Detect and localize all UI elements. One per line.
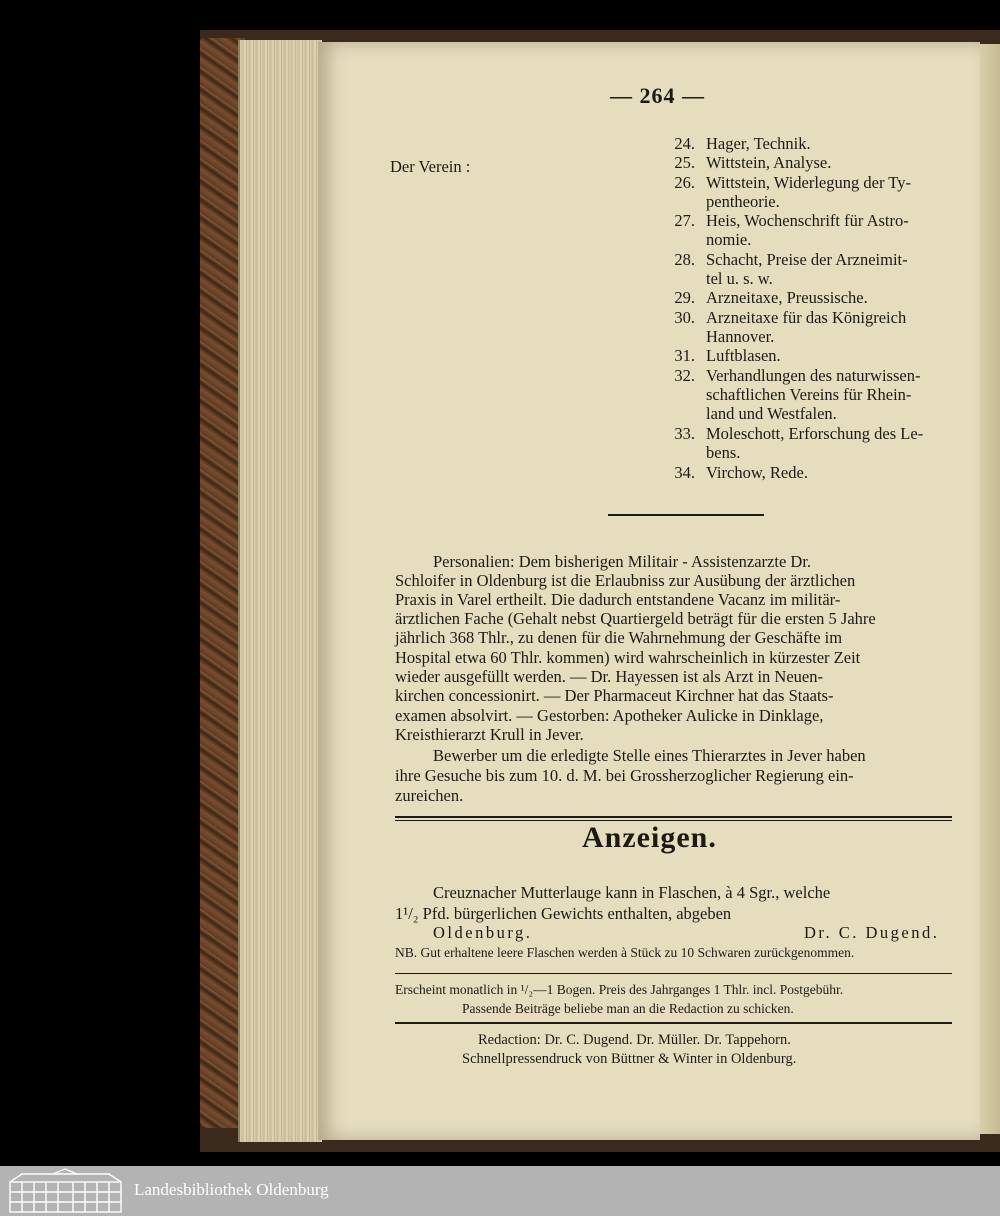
list-number: 31. bbox=[674, 346, 695, 365]
ads-heading: Anzeigen. bbox=[582, 821, 717, 854]
verein-label: Der Verein : bbox=[390, 157, 471, 176]
publication-info: Erscheint monatlich in ¹/₂—1 Bogen. Preis des Jahrganges 1 Thlr. incl. Postgebühr. bbox=[395, 982, 844, 997]
double-rule-top bbox=[395, 816, 952, 818]
list-item-continuation: bens. bbox=[706, 443, 741, 462]
text-line: zureichen. bbox=[395, 786, 464, 805]
list-item: Arzneitaxe, Preussische. bbox=[706, 288, 868, 307]
page-edges bbox=[238, 40, 322, 1142]
list-item-continuation: pentheorie. bbox=[706, 192, 780, 211]
list-item-continuation: Hannover. bbox=[706, 327, 775, 346]
list-number: 33. bbox=[674, 424, 695, 443]
list-item: Verhandlungen des naturwissen- bbox=[706, 366, 921, 385]
rule bbox=[395, 973, 952, 974]
list-item: Luftblasen. bbox=[706, 346, 781, 365]
list-item: Schacht, Preise der Arzneimit- bbox=[706, 250, 908, 269]
list-number: 30. bbox=[674, 308, 695, 327]
list-item-continuation: tel u. s. w. bbox=[706, 269, 773, 288]
list-number: 26. bbox=[674, 173, 695, 192]
ad-line: 1¹/₂ Pfd. bürgerlichen Gewichts enthalten, abgeben bbox=[395, 904, 732, 923]
redaction-line: Redaction: Dr. C. Dugend. Dr. Müller. Dr. Tappehorn. bbox=[478, 1032, 791, 1048]
library-footer bbox=[0, 1166, 1000, 1216]
publication-info: Passende Beiträge beliebe man an die Redaction zu schicken. bbox=[462, 1001, 794, 1016]
list-number: 27. bbox=[674, 211, 695, 230]
ad-note: NB. Gut erhaltene leere Flaschen werden à Stück zu 10 Schwaren zurückgenommen. bbox=[395, 945, 855, 960]
text-line: jährlich 368 Thlr., zu denen für die Wahrnehmung der Geschäfte im bbox=[395, 628, 843, 647]
list-item: Heis, Wochenschrift für Astro- bbox=[706, 211, 909, 230]
list-item: Hager, Technik. bbox=[706, 134, 811, 153]
rule bbox=[395, 1022, 952, 1024]
text-line: Bewerber um die erledigte Stelle eines Thierarztes in Jever haben bbox=[433, 746, 866, 765]
list-number: 24. bbox=[674, 134, 695, 153]
ad-signature: Dr. C. Dugend. bbox=[804, 923, 940, 942]
printer-line: Schnellpressendruck von Büttner & Winter in Oldenburg. bbox=[462, 1051, 797, 1067]
list-number: 32. bbox=[674, 366, 695, 385]
list-number: 34. bbox=[674, 463, 695, 482]
list-item: Wittstein, Analyse. bbox=[706, 153, 832, 172]
list-item-continuation: schaftlichen Vereins für Rhein- bbox=[706, 385, 912, 404]
list-item: Wittstein, Widerlegung der Ty- bbox=[706, 173, 911, 192]
text-line: Personalien: Dem bisherigen Militair - Assistenzarzte Dr. bbox=[433, 552, 812, 571]
facing-page-edge bbox=[980, 44, 1000, 1134]
text-line: wieder ausgefüllt werden. — Dr. Hayessen ist als Arzt in Neuen- bbox=[395, 667, 823, 686]
list-item-continuation: nomie. bbox=[706, 230, 752, 249]
text-line: Hospital etwa 60 Thlr. kommen) wird wahrscheinlich in kürzester Zeit bbox=[395, 648, 861, 667]
text-line: Praxis in Varel ertheilt. Die dadurch entstandene Vacanz im militär- bbox=[395, 590, 841, 609]
list-number: 28. bbox=[674, 250, 695, 269]
ad-line: Oldenburg. bbox=[433, 923, 533, 942]
text-line: Schloifer in Oldenburg ist die Erlaubniss zur Ausübung der ärztlichen bbox=[395, 571, 856, 590]
ad-line: Creuznacher Mutterlauge kann in Flaschen, à 4 Sgr., welche bbox=[433, 883, 831, 902]
list-item: Moleschott, Erforschung des Le- bbox=[706, 424, 924, 443]
text-line: examen absolvirt. — Gestorben: Apotheker Aulicke in Dinklage, bbox=[395, 706, 824, 725]
page-number: — 264 — bbox=[610, 83, 705, 108]
list-item: Arzneitaxe für das Königreich bbox=[706, 308, 907, 327]
text-line: ihre Gesuche bis zum 10. d. M. bei Grossherzoglicher Regierung ein- bbox=[395, 766, 854, 785]
text-line: ärztlichen Fache (Gehalt nebst Quartiergeld beträgt für die ersten 5 Jahre bbox=[395, 609, 876, 628]
section-divider bbox=[608, 514, 764, 516]
library-building-icon bbox=[8, 1168, 123, 1214]
list-item-continuation: land und Westfalen. bbox=[706, 404, 837, 423]
text-line: Kreisthierarzt Krull in Jever. bbox=[395, 725, 584, 744]
text-line: kirchen concessionirt. — Der Pharmaceut Kirchner hat das Staats- bbox=[395, 686, 834, 705]
library-name: Landesbibliothek Oldenburg bbox=[134, 1180, 329, 1199]
list-item: Virchow, Rede. bbox=[706, 463, 808, 482]
list-number: 29. bbox=[674, 288, 695, 307]
list-number: 25. bbox=[674, 153, 695, 172]
